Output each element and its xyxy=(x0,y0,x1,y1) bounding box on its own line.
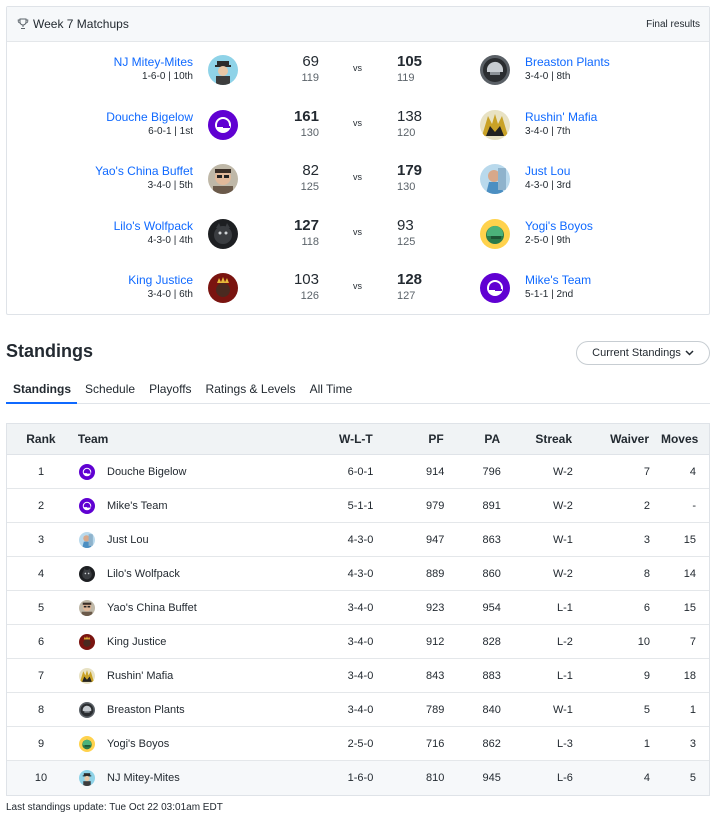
cell-moves: - xyxy=(692,499,696,512)
cell-team[interactable] xyxy=(75,770,266,786)
cell-waiver: 6 xyxy=(643,601,650,614)
score-projected: 119 xyxy=(397,72,415,84)
col-team[interactable]: Team xyxy=(77,432,109,446)
team-name[interactable]: Breaston Plants xyxy=(107,703,185,716)
table-row xyxy=(7,761,709,795)
cell-wlt: 4-3-0 xyxy=(347,533,374,546)
matchup-row[interactable] xyxy=(7,107,709,164)
score-points: 69 xyxy=(302,53,319,70)
cell-streak: L-2 xyxy=(557,635,573,648)
matchup-team-right xyxy=(525,55,610,84)
cell-pa: 828 xyxy=(482,635,501,648)
mitey-avatar[interactable] xyxy=(208,55,238,85)
col-moves[interactable]: Moves xyxy=(660,432,699,446)
cell-waiver: 4 xyxy=(643,772,650,784)
cell-team[interactable] xyxy=(75,702,266,718)
team-record: 3-4-0 | 8th xyxy=(525,71,571,82)
cell-wlt: 3-4-0 xyxy=(347,703,374,716)
cell-rank: 1 xyxy=(37,465,45,478)
team-name[interactable]: Just Lou xyxy=(107,533,149,546)
table-row xyxy=(7,557,709,591)
score-projected: 125 xyxy=(397,235,416,248)
vs-label: vs xyxy=(353,63,362,73)
cell-team[interactable] xyxy=(75,532,266,548)
col-streak[interactable]: Streak xyxy=(535,432,573,446)
table-row xyxy=(7,727,709,761)
mike-avatar xyxy=(79,498,95,514)
cell-waiver: 8 xyxy=(643,567,650,580)
matchup-row[interactable] xyxy=(7,55,709,109)
breaston-avatar[interactable] xyxy=(480,55,510,85)
cell-wlt: 3-4-0 xyxy=(347,635,374,648)
score-projected: 126 xyxy=(300,290,319,302)
col-rank[interactable]: Rank xyxy=(26,432,56,446)
left-score xyxy=(294,217,319,249)
team-name[interactable]: NJ Mitey-Mites xyxy=(107,772,180,784)
left-score xyxy=(294,108,319,140)
chevron-down-icon xyxy=(685,350,694,356)
cell-pa: 840 xyxy=(482,703,501,716)
cell-streak: L-3 xyxy=(557,737,573,750)
rushin-avatar xyxy=(79,668,95,684)
cell-team[interactable] xyxy=(75,736,266,752)
tab-schedule[interactable]: Schedule xyxy=(85,382,136,396)
team-link[interactable]: Breaston Plants xyxy=(525,55,610,69)
left-score xyxy=(294,271,319,303)
cell-moves: 7 xyxy=(689,635,696,648)
douche-avatar xyxy=(79,464,95,480)
trophy-icon xyxy=(17,18,29,30)
matchup-row[interactable] xyxy=(7,216,709,273)
team-record: 3-4-0 | 6th xyxy=(147,289,193,300)
cell-pf: 843 xyxy=(426,669,445,682)
vs-label: vs xyxy=(353,172,362,182)
cell-rank: 4 xyxy=(37,567,45,580)
lilo-avatar[interactable] xyxy=(208,219,238,249)
cell-rank: 9 xyxy=(37,737,45,750)
cell-pa: 883 xyxy=(482,669,501,682)
cell-pa: 860 xyxy=(482,567,501,580)
cell-rank: 3 xyxy=(37,533,45,546)
score-points: 179 xyxy=(397,162,423,179)
vs-label: vs xyxy=(353,117,362,128)
right-score xyxy=(397,108,422,140)
king-avatar[interactable] xyxy=(208,273,238,303)
tab-playoffs[interactable]: Playoffs xyxy=(149,382,192,396)
cell-streak: W-2 xyxy=(552,465,573,478)
team-record: 5-1-1 | 2nd xyxy=(525,289,574,300)
cell-waiver: 9 xyxy=(643,669,650,682)
cell-pa: 891 xyxy=(482,499,501,512)
right-score xyxy=(397,53,422,85)
score-projected: 127 xyxy=(397,290,416,302)
team-record: 3-4-0 | 7th xyxy=(525,125,571,137)
table-row xyxy=(7,591,709,625)
matchup-team-left xyxy=(128,273,193,302)
cell-streak: L-1 xyxy=(557,669,573,682)
matchup-team-right xyxy=(525,164,571,193)
rushin-avatar[interactable] xyxy=(480,110,510,140)
cell-moves: 4 xyxy=(689,465,696,478)
team-name[interactable]: Mike's Team xyxy=(107,499,168,512)
lilo-avatar xyxy=(79,566,95,582)
score-projected: 130 xyxy=(300,126,319,139)
standings-select-label: Current Standings xyxy=(592,347,681,359)
cell-rank: 5 xyxy=(37,601,45,614)
cell-pf: 716 xyxy=(426,737,445,750)
cell-moves: 18 xyxy=(683,669,696,682)
cell-team[interactable] xyxy=(75,600,266,616)
score-points: 127 xyxy=(293,216,319,234)
cell-pf: 914 xyxy=(426,465,445,478)
team-link[interactable]: Lilo's Wolfpack xyxy=(113,218,193,233)
table-row xyxy=(7,455,709,489)
cell-streak: W-2 xyxy=(552,567,573,580)
score-projected: 118 xyxy=(301,235,319,248)
standings-tabs xyxy=(6,378,710,404)
matchup-row[interactable] xyxy=(7,273,709,327)
cell-waiver: 5 xyxy=(643,703,650,716)
cell-pf: 889 xyxy=(426,567,445,580)
standings-title: Standings xyxy=(6,341,94,361)
score-points: 103 xyxy=(293,271,319,288)
cell-pa: 862 xyxy=(482,737,501,750)
cell-streak: L-6 xyxy=(557,772,573,784)
yao-avatar xyxy=(79,600,95,616)
cell-team[interactable] xyxy=(75,464,266,480)
matchup-team-left xyxy=(114,219,193,248)
cell-pf: 810 xyxy=(426,772,445,784)
cell-moves: 1 xyxy=(689,703,696,716)
matchups-card xyxy=(6,6,710,315)
king-avatar xyxy=(79,634,95,650)
cell-moves: 14 xyxy=(683,567,696,580)
col-pa[interactable]: PA xyxy=(484,432,501,446)
score-points: 93 xyxy=(397,216,414,234)
cell-rank: 10 xyxy=(34,772,48,784)
cell-wlt: 6-0-1 xyxy=(347,465,374,478)
last-update-note: Last standings update: Tue Oct 22 03:01am EDT xyxy=(6,802,223,813)
matchup-team-right xyxy=(525,110,597,139)
team-name[interactable]: Lilo's Wolfpack xyxy=(107,567,180,580)
lou-avatar[interactable] xyxy=(480,164,510,194)
cell-pf: 979 xyxy=(426,499,445,512)
cell-moves: 3 xyxy=(689,737,696,750)
matchups-title xyxy=(17,17,129,31)
yao-avatar[interactable] xyxy=(208,164,238,194)
cell-streak: W-1 xyxy=(552,533,573,546)
final-results-label: Final results xyxy=(646,18,700,30)
matchup-row[interactable] xyxy=(7,164,709,218)
douche-avatar[interactable] xyxy=(208,110,238,140)
team-name[interactable]: Douche Bigelow xyxy=(107,465,187,478)
col-waiver[interactable]: Waiver xyxy=(610,432,649,446)
cell-waiver: 10 xyxy=(637,635,650,648)
cell-wlt: 1-6-0 xyxy=(347,772,374,784)
cell-moves: 5 xyxy=(689,772,696,784)
cell-pf: 789 xyxy=(426,703,445,716)
cell-team[interactable] xyxy=(75,668,266,684)
score-points: 105 xyxy=(397,53,423,70)
score-projected: 130 xyxy=(397,181,416,193)
cell-team[interactable] xyxy=(75,566,266,582)
table-row xyxy=(7,523,709,557)
cell-wlt: 5-1-1 xyxy=(347,499,374,512)
matchup-team-left xyxy=(106,110,193,139)
team-name[interactable]: Yogi's Boyos xyxy=(107,737,170,750)
matchup-team-right xyxy=(525,273,591,302)
score-points: 161 xyxy=(293,107,319,125)
breaston-avatar xyxy=(79,702,95,718)
cell-rank: 2 xyxy=(37,499,45,512)
matchup-team-left xyxy=(114,55,193,84)
cell-waiver: 2 xyxy=(643,499,650,512)
score-projected: 125 xyxy=(300,181,319,193)
standings-table xyxy=(6,423,710,796)
cell-pf: 912 xyxy=(426,635,445,648)
team-name[interactable]: King Justice xyxy=(107,635,167,648)
col-pf[interactable]: PF xyxy=(428,432,444,446)
mike-avatar[interactable] xyxy=(480,273,510,303)
cell-waiver: 3 xyxy=(643,533,650,546)
table-row xyxy=(7,625,709,659)
table-row xyxy=(7,659,709,693)
mitey-avatar xyxy=(79,770,95,786)
team-link[interactable]: Yao's China Buffet xyxy=(95,164,193,178)
cell-pa: 796 xyxy=(482,465,501,478)
cell-pa: 863 xyxy=(482,533,501,546)
team-record: 2-5-0 | 9th xyxy=(525,234,571,246)
score-projected: 119 xyxy=(301,72,319,84)
matchup-team-left xyxy=(95,164,193,193)
right-score xyxy=(397,162,422,194)
cell-pf: 923 xyxy=(426,601,445,614)
cell-pa: 954 xyxy=(482,601,501,614)
matchup-team-right xyxy=(525,219,593,248)
cell-wlt: 4-3-0 xyxy=(347,567,374,580)
cell-rank: 8 xyxy=(37,703,45,716)
team-name[interactable]: Rushin' Mafia xyxy=(107,669,174,682)
cell-team[interactable] xyxy=(75,634,266,650)
standings-view-select[interactable] xyxy=(576,341,710,365)
yogi-avatar[interactable] xyxy=(480,219,510,249)
cell-pa: 945 xyxy=(482,772,501,784)
cell-wlt: 2-5-0 xyxy=(347,737,374,750)
team-record: 4-3-0 | 3rd xyxy=(525,180,571,191)
tab-ratings-levels[interactable]: Ratings & Levels xyxy=(205,382,296,396)
team-record: 3-4-0 | 5th xyxy=(147,180,193,191)
team-link[interactable]: NJ Mitey-Mites xyxy=(113,55,193,69)
lou-avatar xyxy=(79,532,95,548)
vs-label: vs xyxy=(353,226,362,237)
team-link[interactable]: Mike's Team xyxy=(525,273,592,287)
team-link[interactable]: Douche Bigelow xyxy=(106,109,193,124)
left-score xyxy=(301,53,319,85)
team-link[interactable]: King Justice xyxy=(128,273,193,287)
cell-waiver: 7 xyxy=(643,465,650,478)
cell-team[interactable] xyxy=(75,498,266,514)
team-link[interactable]: Yogi's Boyos xyxy=(525,218,593,233)
score-projected: 120 xyxy=(397,126,416,139)
team-link[interactable]: Just Lou xyxy=(525,164,571,178)
cell-streak: W-1 xyxy=(552,703,573,716)
team-link[interactable]: Rushin' Mafia xyxy=(525,109,598,124)
cell-streak: W-2 xyxy=(552,499,573,512)
right-score xyxy=(397,271,422,303)
cell-wlt: 3-4-0 xyxy=(347,669,374,682)
cell-moves: 15 xyxy=(683,533,696,546)
team-record: 6-0-1 | 1st xyxy=(148,125,193,137)
team-name[interactable]: Yao's China Buffet xyxy=(107,601,197,614)
tab-all-time[interactable]: All Time xyxy=(309,382,353,396)
matchups-header xyxy=(7,7,709,42)
yogi-avatar xyxy=(79,736,95,752)
cell-wlt: 3-4-0 xyxy=(347,601,374,614)
score-points: 82 xyxy=(302,162,319,179)
vs-label: vs xyxy=(353,281,362,291)
cell-moves: 15 xyxy=(683,601,696,614)
cell-streak: L-1 xyxy=(557,601,573,614)
team-record: 1-6-0 | 10th xyxy=(142,71,193,82)
cell-rank: 6 xyxy=(37,635,45,648)
table-header xyxy=(7,424,709,455)
cell-waiver: 1 xyxy=(643,737,650,750)
right-score xyxy=(397,217,415,249)
score-points: 128 xyxy=(397,271,423,288)
cell-pf: 947 xyxy=(426,533,445,546)
team-record: 4-3-0 | 4th xyxy=(147,234,193,246)
cell-rank: 7 xyxy=(37,669,45,682)
table-row xyxy=(7,693,709,727)
table-row xyxy=(7,489,709,523)
tab-standings[interactable]: Standings xyxy=(6,378,77,404)
score-points: 138 xyxy=(397,107,423,125)
col-wlt[interactable]: W-L-T xyxy=(339,432,373,446)
left-score xyxy=(301,162,319,194)
matchups-title-text: Week 7 Matchups xyxy=(33,17,129,31)
